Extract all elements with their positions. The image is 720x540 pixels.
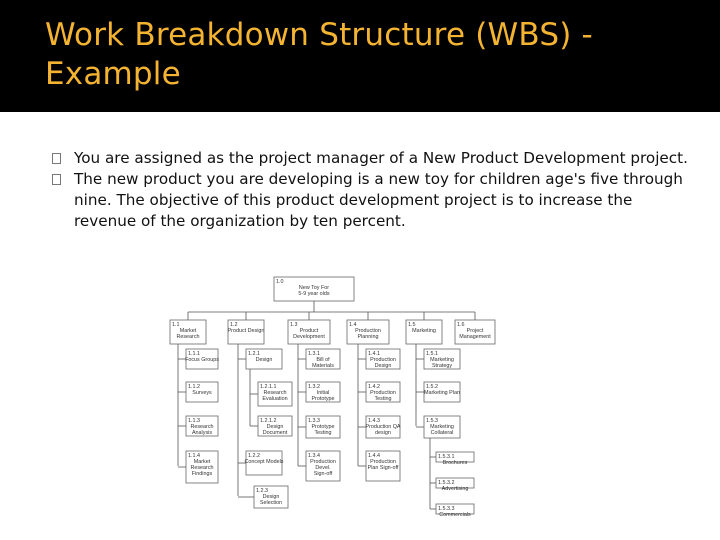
wbs-node-id: 1.2.3 — [256, 488, 268, 494]
wbs-node-label: Design — [266, 424, 284, 430]
wbs-level1-node — [347, 320, 389, 344]
bullet-item — [48, 148, 688, 169]
wbs-level2-node — [306, 349, 340, 369]
wbs-level2-node — [306, 382, 340, 402]
wbs-level2-node — [258, 382, 292, 406]
wbs-node-label: Marketing — [430, 424, 454, 430]
wbs-node-label: Brochures — [442, 460, 468, 466]
wbs-node-label: Market — [179, 328, 197, 334]
wbs-level2-node — [306, 416, 340, 438]
wbs-node-label: Focus Groups — [185, 357, 219, 363]
wbs-node-label: Strategy — [431, 363, 453, 369]
wbs-node-id: 1.4.3 — [368, 418, 380, 424]
wbs-node-label: Design — [255, 357, 273, 363]
wbs-level2-node — [436, 478, 474, 492]
wbs-level2-node — [366, 451, 400, 481]
wbs-node-label: Production — [310, 459, 336, 465]
wbs-level2-node — [306, 451, 340, 481]
wbs-level2-node — [365, 416, 400, 438]
wbs-node-id: 1.2.1.1 — [260, 384, 277, 390]
wbs-level1-node — [288, 320, 330, 344]
wbs-level2-node — [245, 451, 284, 475]
wbs-node-id: 1.3.4 — [308, 453, 320, 459]
wbs-node-label: Prototype — [311, 396, 335, 402]
wbs-node-id: 1.0 — [276, 279, 284, 285]
wbs-node-label: Planning — [357, 334, 379, 340]
wbs-node-label: Advertising — [441, 486, 469, 492]
wbs-node-label: Testing — [374, 396, 392, 402]
wbs-node-id: 1.4.2 — [368, 384, 380, 390]
wbs-node-label: Product — [299, 328, 319, 334]
bullet-text: You are assigned as the project manager of a New Product Development project. — [74, 149, 688, 167]
wbs-node-label: Development — [293, 334, 325, 340]
wbs-node-id: 1.1.4 — [188, 453, 200, 459]
wbs-node-id: 1.2.1.2 — [260, 418, 277, 424]
wbs-node-id: 1.5.3.3 — [438, 506, 455, 512]
wbs-node-label: Production — [355, 328, 381, 334]
wbs-node-label: Analysis — [191, 430, 213, 436]
wbs-node-label: 5-9 year olds — [298, 291, 330, 297]
wbs-node-id: 1.5.2 — [426, 384, 438, 390]
wbs-level2-node — [424, 349, 460, 369]
bullet-item — [48, 169, 688, 232]
wbs-node-label: Bill of — [316, 357, 330, 363]
slide-title: Work Breakdown Structure (WBS) - Example — [45, 17, 593, 92]
wbs-node-label: Testing — [314, 430, 332, 436]
wbs-node-label: Research — [190, 424, 214, 430]
wbs-node-label: Production — [370, 357, 396, 363]
wbs-node-id: 1.2.2 — [248, 453, 260, 459]
wbs-node-label: Document — [262, 430, 288, 436]
wbs-level2-node — [424, 382, 460, 402]
wbs-level2-node — [254, 486, 288, 508]
wbs-node-id: 1.2.1 — [248, 351, 260, 357]
wbs-node-label: New Toy For — [298, 285, 330, 291]
wbs-level2-node — [186, 451, 218, 483]
wbs-level2-node — [366, 349, 400, 369]
bullet-list — [48, 148, 688, 232]
wbs-node-label: Project — [466, 328, 484, 334]
wbs-node-label: Collateral — [430, 430, 454, 436]
wbs-node-id: 1.3.2 — [308, 384, 320, 390]
wbs-node-id: 1.5.1 — [426, 351, 438, 357]
wbs-node-label: Design — [262, 494, 280, 500]
wbs-level1-node — [455, 320, 495, 344]
wbs-node-label: Devel. — [315, 465, 331, 471]
wbs-root-node — [274, 277, 354, 301]
wbs-node-id: 1.4 — [349, 322, 357, 328]
wbs-node-label: Marketing — [412, 328, 436, 334]
wbs-node-id: 1.1 — [172, 322, 180, 328]
wbs-node-id: 1.5 — [408, 322, 416, 328]
wbs-node-id: 1.5.3.1 — [438, 454, 455, 460]
wbs-node-label: Evaluation — [262, 396, 288, 402]
wbs-node-label: Production — [370, 390, 396, 396]
wbs-level2-node — [186, 382, 218, 402]
wbs-node-id: 1.3.3 — [308, 418, 320, 424]
wbs-level2-node — [185, 349, 219, 369]
wbs-node-id: 1.1.3 — [188, 418, 200, 424]
wbs-node-label: Surveys — [192, 390, 212, 396]
wbs-node-label: Sign-off — [313, 471, 333, 477]
wbs-node-label: Commercials — [439, 512, 471, 518]
wbs-node-id: 1.5.3.2 — [438, 480, 455, 486]
wbs-node-label: Design — [374, 363, 392, 369]
wbs-level2-node — [366, 382, 400, 402]
wbs-level1-node — [228, 320, 265, 344]
wbs-node-label: Concept Models — [244, 459, 284, 465]
wbs-node-id: 1.2 — [230, 322, 238, 328]
wbs-node-label: Research — [176, 334, 200, 340]
title-bar — [0, 0, 720, 112]
bullet-box-icon — [52, 153, 61, 164]
wbs-node-label: Marketing — [430, 357, 454, 363]
wbs-node-label: Materials — [312, 363, 334, 369]
wbs-node-label: Findings — [191, 471, 213, 477]
wbs-level2-node — [424, 416, 460, 438]
wbs-node-label: Research — [190, 465, 214, 471]
wbs-level2-node — [186, 416, 218, 436]
wbs-node-label: Selection — [259, 500, 283, 506]
bullet-text: The new product you are developing is a new toy for children age's five through nine. The objective of this product development project is to increase the revenue of the organization by ten percent. — [74, 170, 683, 230]
wbs-node-label: Research — [263, 390, 287, 396]
wbs-level2-node — [246, 349, 282, 369]
wbs-node-label: design — [375, 430, 391, 436]
wbs-node-id: 1.4.4 — [368, 453, 380, 459]
wbs-level2-node — [436, 452, 474, 466]
wbs-node-id: 1.1.1 — [188, 351, 200, 357]
wbs-node-id: 1.1.2 — [188, 384, 200, 390]
bullet-box-icon — [52, 174, 61, 185]
wbs-node-id: 1.5.3 — [426, 418, 438, 424]
wbs-node-label: Market — [193, 459, 211, 465]
wbs-node-label: Production — [370, 459, 396, 465]
wbs-node-label: Marketing Plan — [424, 390, 460, 396]
wbs-node-label: Prototype — [311, 424, 335, 430]
wbs-level2-node — [258, 416, 292, 436]
wbs-node-id: 1.6 — [457, 322, 465, 328]
wbs-node-id: 1.3.1 — [308, 351, 320, 357]
wbs-node-id: 1.4.1 — [368, 351, 380, 357]
wbs-level1-node — [406, 320, 442, 344]
wbs-node-label: Product Design — [227, 328, 265, 334]
wbs-node-label: Management — [459, 334, 491, 340]
wbs-node-label: Initial — [316, 390, 330, 396]
wbs-level2-node — [436, 504, 474, 518]
wbs-level1-node — [170, 320, 206, 344]
wbs-node-label: Production QA — [365, 424, 401, 430]
wbs-node-id: 1.3 — [290, 322, 298, 328]
wbs-diagram — [166, 276, 496, 522]
wbs-node-label: Plan Sign-off — [367, 465, 399, 471]
